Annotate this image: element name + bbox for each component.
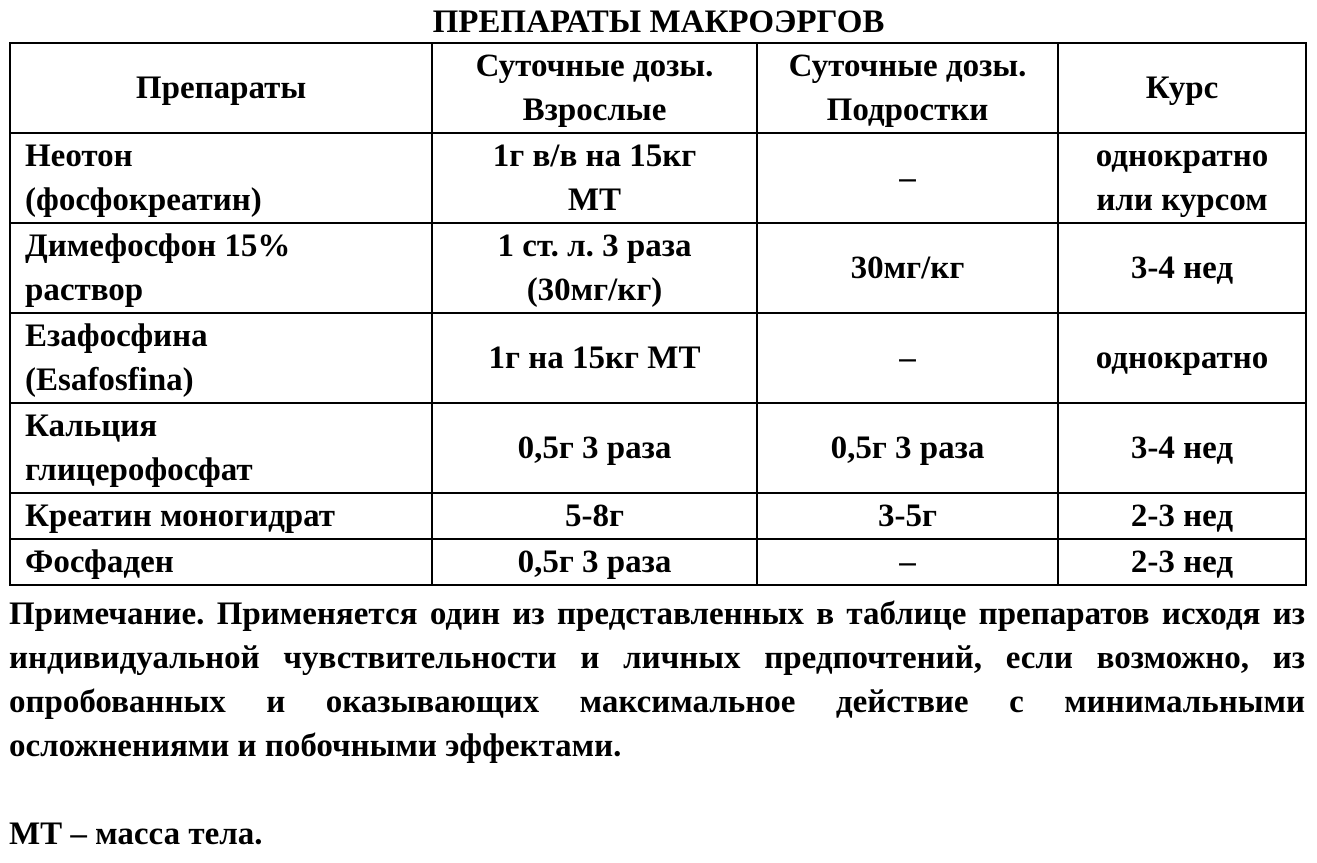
cell-adult-dose: 0,5г 3 раза	[432, 539, 757, 585]
page-title: ПРЕПАРАТЫ МАКРОЭРГОВ	[432, 4, 885, 40]
header-course: Курс	[1058, 43, 1306, 133]
cell-course: 3-4 нед	[1058, 223, 1306, 313]
cell-teen-dose: –	[757, 133, 1058, 223]
header-drug: Препараты	[10, 43, 432, 133]
drug-name-line1: Неотон	[25, 138, 133, 174]
cell-adult-dose: 5-8г	[432, 493, 757, 539]
course-line1: однократно	[1095, 138, 1269, 174]
drug-name-line2: (Esafosfina)	[25, 362, 194, 398]
header-adult-line1: Суточные дозы.	[475, 48, 714, 84]
cell-teen-dose: 0,5г 3 раза	[757, 403, 1058, 493]
adult-dose-line1: 1 ст. л. 3 раза	[497, 228, 692, 264]
cell-teen-dose: –	[757, 313, 1058, 403]
table-row	[10, 133, 1306, 223]
cell-drug	[10, 133, 432, 223]
drug-name-line2: глицерофосфат	[25, 452, 253, 488]
table-row	[10, 493, 1306, 539]
drug-name-line1: Димефосфон 15%	[25, 228, 291, 264]
cell-adult-dose	[432, 133, 757, 223]
header-adult-dose	[432, 43, 757, 133]
table-note: Примечание. Применяется один из представленных в таблице препаратов исходя из индивидуальной чувствительности и личных предпочтений, если возможно, из опробованных и оказывающих максимальное действие с минимальными осложнениями и побочными эффектами.	[9, 596, 1305, 764]
adult-dose-line1: 1г в/в на 15кг	[492, 138, 697, 174]
table-row	[10, 539, 1306, 585]
cell-course	[1058, 133, 1306, 223]
cell-drug	[10, 223, 432, 313]
cell-drug: Креатин моногидрат	[10, 493, 432, 539]
header-teen-line1: Суточные дозы.	[788, 48, 1027, 84]
cell-course: 2-3 нед	[1058, 539, 1306, 585]
cell-adult-dose: 1г на 15кг МТ	[432, 313, 757, 403]
abbreviation-note: МТ – масса тела.	[9, 816, 263, 852]
drug-name-line1: Езафосфина	[25, 318, 208, 354]
adult-dose-line2: (30мг/кг)	[526, 272, 663, 308]
drug-name-line1: Кальция	[25, 408, 158, 444]
drugs-table	[9, 42, 1307, 586]
header-teen-line2: Подростки	[826, 92, 989, 128]
table-row	[10, 313, 1306, 403]
cell-adult-dose	[432, 223, 757, 313]
table-header-row	[10, 43, 1306, 133]
header-teen-dose	[757, 43, 1058, 133]
course-line2: или курсом	[1096, 182, 1268, 218]
table-row	[10, 223, 1306, 313]
adult-dose-line2: МТ	[567, 182, 622, 218]
header-adult-line2: Взрослые	[522, 92, 667, 128]
cell-drug	[10, 403, 432, 493]
drug-name-line2: (фосфокреатин)	[25, 182, 262, 218]
table-row	[10, 403, 1306, 493]
cell-teen-dose: 30мг/кг	[757, 223, 1058, 313]
cell-course: 2-3 нед	[1058, 493, 1306, 539]
cell-adult-dose: 0,5г 3 раза	[432, 403, 757, 493]
cell-course: 3-4 нед	[1058, 403, 1306, 493]
cell-teen-dose: –	[757, 539, 1058, 585]
cell-teen-dose: 3-5г	[757, 493, 1058, 539]
cell-drug	[10, 313, 432, 403]
cell-course: однократно	[1058, 313, 1306, 403]
drug-name-line2: раствор	[25, 272, 144, 308]
cell-drug: Фосфаден	[10, 539, 432, 585]
